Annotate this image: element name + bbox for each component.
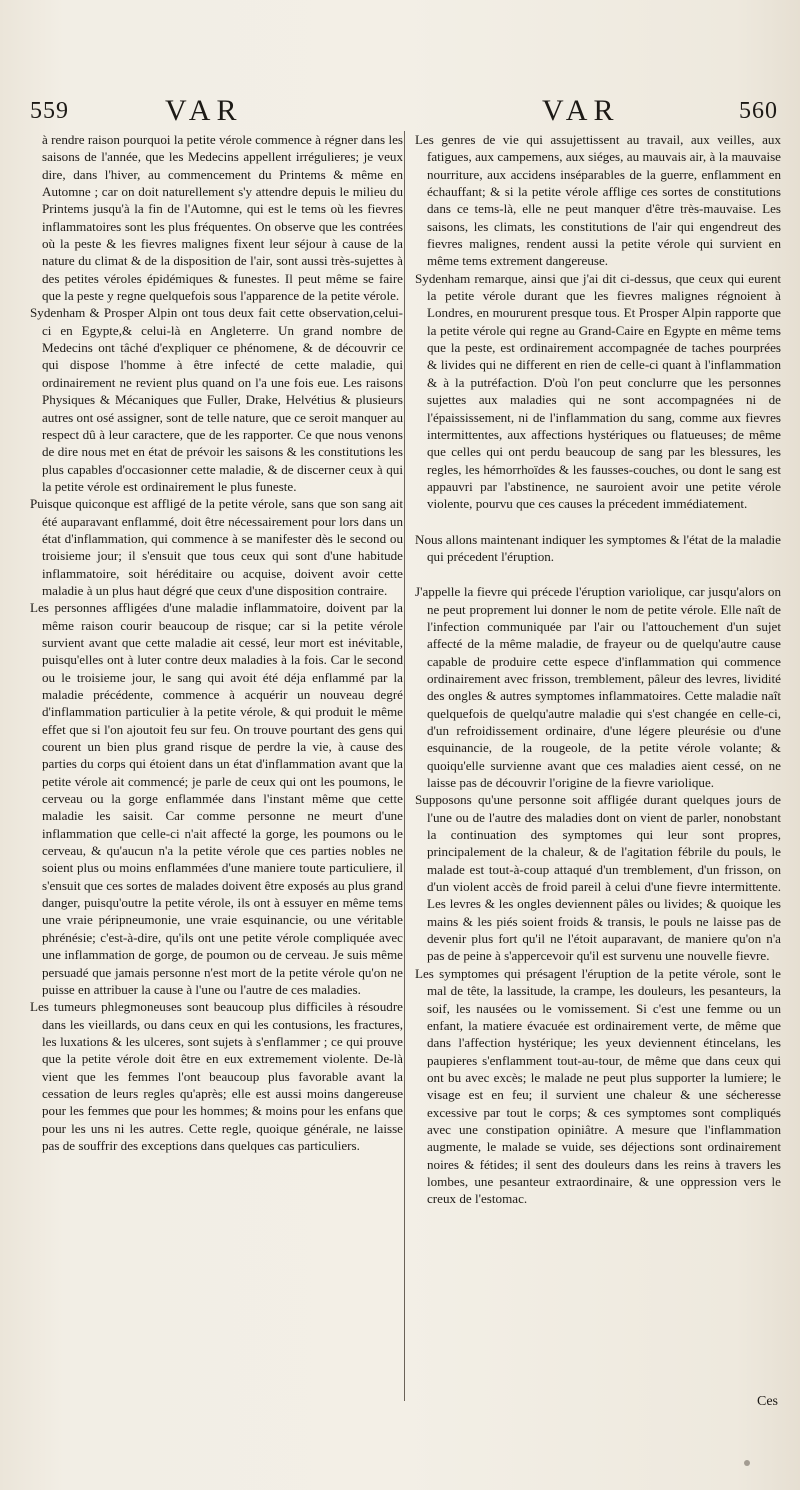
page-number-left: 559 xyxy=(30,98,69,124)
paragraph: Supposons qu'une personne soit affligée durant quelques jours de l'une ou de l'autre des maladies dont on vient de parler, nonobstant la continuation des symptomes qui leur sont propres, principalement de la chaleur, & de l'agitation fébrile du pouls, le malade est tout-à-coup attaqué d'un tremblement, d'un frisson, on d'un violent accès de froid pareil à celui d'une fievre intermittente. Les levres & les ongles deviennent pâles ou livides; & quoique les mains & les piés soient froids & transis, le pouls ne laisse pas de devenir plus fort qu'il ne l'étoit auparavant, de maniere qu'on n'a pas de peine à s'appercevoir qu'il est survenu une nouvelle fievre. xyxy=(415,792,781,964)
paragraph: à rendre raison pourquoi la petite vérole commence à régner dans les saisons de l'année, que les Medecins appellent irrégulieres; je veux dire, dans l'hiver, au commencement du Printems & même en Automne ; car on doit naturellement s'y attendre depuis le milieu du Printems jusqu'à la fin de l'Automne, qui est le tems où les fievres inflammatoires sont les plus fréquentes. On observe que les contrées où la peste & les fievres malignes fixent leur séjour à cause de la nature du climat & de la disposition de l'air, sont aussi très-sujettes à des petites véroles épidémiques & funestes. Il peut même se faire que la peste y regne quelquefois sous l'apparence de la petite vérole. xyxy=(42,132,403,304)
paragraph: J'appelle la fievre qui précede l'éruption variolique, car jusqu'alors on ne peut proprement lui donner le nom de petite vérole. Elle naît de l'infection communiquée par l'air ou l'attouchement d'un sujet affecté de la même maladie, de frayeur ou de quelqu'autre cause capable de produire cette espece d'inflammation qui commence ordinairement avec frisson, tremblement, pâleur des levres, lividité des ongles & autres symptomes inflammatoires. Cette maladie naît quelquefois de quelqu'autre maladie qui s'est changée en celle-ci, d'un refroidissement ordinaire, d'une légere pleurésie ou d'une esquinancie, de la rougeole, de la petite vérole volante; & quoiqu'elle survienne avant que ces maladies aient cessé, on ne laisse pas de découvrir l'origine de la fievre variolique. xyxy=(415,584,781,791)
paragraph: Les symptomes qui présagent l'éruption de la petite vérole, sont le mal de tête, la lassitude, la crampe, les douleurs, les pesanteurs, la soif, les nausées ou le vomissement. Si c'est une femme ou un enfant, la matiere évacuée est ordinairement verte, de même que dans l'affection hystérique; les yeux deviennent étincelans, les paupieres s'enflamment tout-au-tour, de même que dans ceux qui ont bu avec excès; le malade ne peut plus supporter la lumiere; le visage est en feu; il survient une chaleur & une sécheresse excessive par tout le corps; & ces symptomes sont compliqués avec une constipation opiniâtre. A mesure que l'inflammation augmente, le malade se vuide, ses déjections sont ordinairement noires & fétides; il sent des douleurs dans les reins à travers les lombes, une pesanteur extraordinaire, & une oppression vers le creux de l'estomac. xyxy=(415,965,781,1207)
running-head-right: VAR xyxy=(542,94,620,127)
paragraph: Nous allons maintenant indiquer les symptomes & l'état de la maladie qui précedent l'éruption. xyxy=(415,531,781,564)
ink-spot xyxy=(744,1460,750,1466)
running-head-left: VAR xyxy=(165,94,243,127)
left-column xyxy=(28,131,403,1154)
paragraph: Les genres de vie qui assujettissent au travail, aux veilles, aux fatigues, aux campemens, aux siéges, au mauvais air, à la mauvaise nourriture, aux accidens inséparables de la guerre, enflamment en échauffant; & si la petite vérole afflige ces sortes de constitutions dans ce tems-là, elle ne peut manquer d'être très-mauvaise. Les saisons, les climats, les constitutions de l'air qui engendreut des fievres malignes, rendent aussi la petite vérole qui survient en même tems extrement dangereuse. xyxy=(415,132,781,269)
paragraph: Sydenham remarque, ainsi que j'ai dit ci-dessus, que ceux qui eurent la petite vérole durant que les fievres malignes régnoient à Londres, en moururent presque tous. Et Prosper Alpin rapporte que la petite vérole qui regne au Grand-Caire en Egypte en même tems que la peste, est ordinairement accompagnée de taches pourprées & livides qui ne different en rien de celle-ci quant à l'inflammation & à la putréfaction. D'où l'on peut conclurre que les personnes sujettes aux maladies qui ne sont accompagnées ni de l'épaississement, ni de l'inflammation du sang, comme aux fievres intermittentes, aux affections hystériques ou flatueuses; de même que celles qui ont perdu beaucoup de sang par les blessures, les regles, les hémorrhoïdes & les fausses-couches, ou dont le sang est appauvri par l'abstinence, ne sauroient avoir une petite vérole violente, pourvu que ces causes la précedent immédiatement. xyxy=(415,270,781,512)
column-rule xyxy=(404,131,405,1401)
paragraph: Les personnes affligées d'une maladie inflammatoire, doivent par la même raison courir beaucoup de risque; car si la petite vérole survient avant que cette maladie ait cessé, leur mort est inévitable, puisqu'elles ont à luter contre deux maladies à la fois. Car le second ou le troisieme jour, le sang qui avoit été déja enflammé par la maladie précédente, commence à acquérir un nouveau degré d'inflammation particulier à la petite vérole, & qui produit le même effet que si l'on ajoutoit feu sur feu. On trouve pourtant des gens qui courent un bien plus grand risque de perdre la vie, à cause des parties du corps qui étoient dans un état d'inflammation avant que la petite vérole ait commencé; je parle de ceux qui ont les poumons, le cerveau ou la gorge enflammée dans l'instant même que cette maladie les saisit. Car comme personne ne meurt d'une inflammation que celle-ci n'ait affecté la gorge, les poumons ou le cerveau, & qu'aucun n'a la petite vérole que ces parties nobles ne soient plus ou moins enflammées d'une maniere toute particuliere, il s'ensuit que ces sortes de malades doivent être exposés au plus grand danger, puisqu'outre la petite vérole, ils ont à essuyer en même tems une vraie péripneumonie, une vraie esquinancie, ou une véritable phrénésie; c'est-à-dire, qu'ils ont une petite vérole compliquée avec une inflammation de gorge, de poumon ou de cerveau. Je suis même persuadé que jamais personne n'est mort de la petite vérole qu'on ne puisse en attribuer la cause à l'une ou l'autre de ces maladies. xyxy=(30,600,403,997)
right-column xyxy=(413,131,781,1208)
paragraph: Sydenham & Prosper Alpin ont tous deux fait cette observation,celui-ci en Egypte,& celui-là en Angleterre. Un grand nombre de Medecins ont tâché d'expliquer ce phénomene, & de découvrir ce qui dispose l'homme à être infecté de cette maladie, qui ordinairement ne revient plus quand on l'a une fois eue. Les raisons Physiques & Mécaniques que Fuller, Drake, Helvétius & plusieurs autres ont osé assigner, sont de telle nature, que ce seroit manquer au respect dû à leur caractere, que de les rapporter. Ce que nous venons de dire nous met en état de prévoir les saisons & les constitutions les plus capables d'occasionner cette maladie, & de discerner ceux à qui la petite vérole est ordinairement le plus funeste. xyxy=(30,305,403,494)
page-number-right: 560 xyxy=(739,98,778,124)
paragraph: Puisque quiconque est affligé de la petite vérole, sans que son sang ait été auparavant enflammé, doit être nécessairement pour lors dans un état d'inflammation, qui commence à se manifester dès le second ou troisieme jour; il s'ensuit que tous ceux qui sont d'une habitude inflammatoire, soit héréditaire ou acquise, doivent avoir cette maladie à un plus haut dégré que ceux d'une disposition contraire. xyxy=(30,496,403,598)
paragraph: Les tumeurs phlegmoneuses sont beaucoup plus difficiles à résoudre dans les vieillards, ou dans ceux en qui les contusions, les fractures, les luxations & les ulceres, sont sujets à s'enflammer ; ce qui prouve que la petite vérole doit être en eux extremement violente. De-là vient que les femmes l'ont beaucoup plus favorable avant la cessation de leurs regles qu'après; elle est aussi moins dangereuse pour les femmes que pour les hommes; & moins pour les enfans que pour les uns ni les autres. Cette regle, quoique générale, ne laisse pas de souffrir des exceptions dans quelques cas particuliers. xyxy=(30,999,403,1153)
page-header xyxy=(0,92,800,128)
catchword: Ces xyxy=(757,1394,778,1409)
